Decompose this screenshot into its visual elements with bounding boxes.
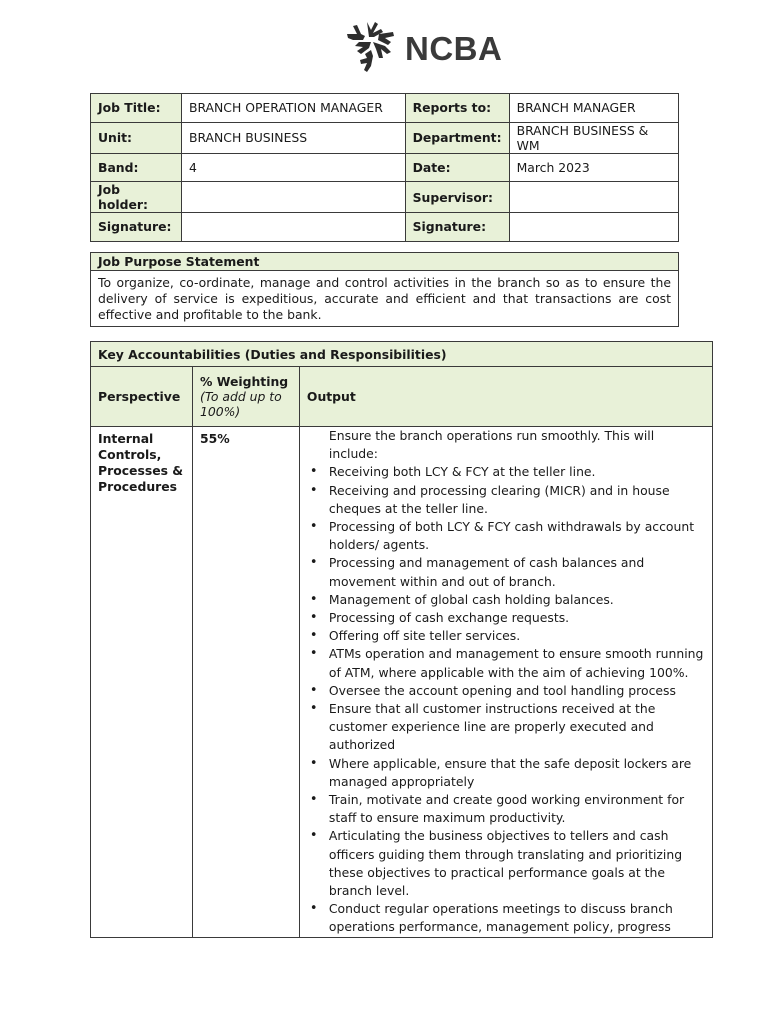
list-item: • Articulating the business objectives to tellers and cash officers guiding them through translating and prioritizing these objectives to practical performance goals at the branch level. [308, 827, 706, 900]
list-item: • Receiving and processing clearing (MICR) and in house cheques at the teller line. [308, 482, 706, 518]
job-purpose-text: To organize, co-ordinate, manage and control activities in the branch so as to ensure the delivery of service is expeditious, accurate and efficient and that transactions are cost effective and profitable to the bank. [91, 271, 679, 327]
supervisor-label: Supervisor: [405, 182, 509, 213]
job-title-value: BRANCH OPERATION MANAGER [181, 94, 405, 123]
list-item: • ATMs operation and management to ensure smooth running of ATM, where applicable with the aim of achieving 100%. [308, 645, 706, 681]
list-item: • Management of global cash holding balances. [308, 591, 706, 609]
weighting-header-subtitle: (To add up to 100%) [199, 389, 282, 419]
supervisor-signature-label: Signature: [405, 213, 509, 242]
ncba-logo [345, 20, 502, 74]
reports-to-label: Reports to: [405, 94, 509, 123]
supervisor-value [509, 182, 678, 213]
list-item: • Oversee the account opening and tool handling process [308, 682, 706, 700]
table-row [91, 153, 679, 182]
perspective-cell: Internal Controls, Processes & Procedures [91, 427, 193, 938]
department-value: BRANCH BUSINESS & WM [509, 122, 678, 153]
job-holder-label: Job holder: [91, 182, 182, 213]
list-item: • Offering off site teller services. [308, 627, 706, 645]
table-row [91, 94, 679, 123]
unit-label: Unit: [91, 122, 182, 153]
job-holder-value [181, 182, 405, 213]
output-list [308, 463, 706, 936]
band-label: Band: [91, 153, 182, 182]
department-label: Department: [405, 122, 509, 153]
date-label: Date: [405, 153, 509, 182]
band-value: 4 [181, 153, 405, 182]
unit-value: BRANCH BUSINESS [181, 122, 405, 153]
list-item: • Where applicable, ensure that the safe deposit lockers are managed appropriately [308, 755, 706, 791]
job-purpose-table [90, 252, 679, 327]
weighting-column-header [192, 367, 299, 427]
output-cell [299, 427, 712, 938]
table-row [91, 122, 679, 153]
list-item: • Processing and management of cash balances and movement within and out of branch. [308, 554, 706, 590]
reports-to-value: BRANCH MANAGER [509, 94, 678, 123]
list-item: • Processing of cash exchange requests. [308, 609, 706, 627]
job-purpose-heading: Job Purpose Statement [91, 253, 679, 271]
list-item: • Ensure that all customer instructions received at the customer experience line are properly executed and authorized [308, 700, 706, 755]
list-item: • Train, motivate and create good working environment for staff to ensure maximum productivity. [308, 791, 706, 827]
signature-value [181, 213, 405, 242]
key-accountabilities-heading: Key Accountabilities (Duties and Responsibilities) [91, 342, 713, 367]
signature-label: Signature: [91, 213, 182, 242]
supervisor-signature-value [509, 213, 678, 242]
weighting-cell: 55% [192, 427, 299, 938]
key-accountabilities-table [90, 341, 713, 938]
table-row [91, 213, 679, 242]
list-item: • Processing of both LCY & FCY cash withdrawals by account holders/ agents. [308, 518, 706, 554]
weighting-header-title: % Weighting [199, 374, 289, 389]
list-item: • Receiving both LCY & FCY at the teller line. [308, 463, 706, 481]
output-intro: Ensure the branch operations run smoothly. This will include: [328, 428, 655, 462]
date-value: March 2023 [509, 153, 678, 182]
ncba-star-logo-icon [345, 20, 397, 74]
list-item: • Conduct regular operations meetings to discuss branch operations performance, management policy, progress [308, 900, 706, 936]
output-column-header: Output [299, 367, 712, 427]
job-title-label: Job Title: [91, 94, 182, 123]
job-info-table [90, 93, 679, 242]
table-row [91, 182, 679, 213]
ncba-logo-text: NCBA [405, 30, 503, 67]
perspective-column-header: Perspective [91, 367, 193, 427]
